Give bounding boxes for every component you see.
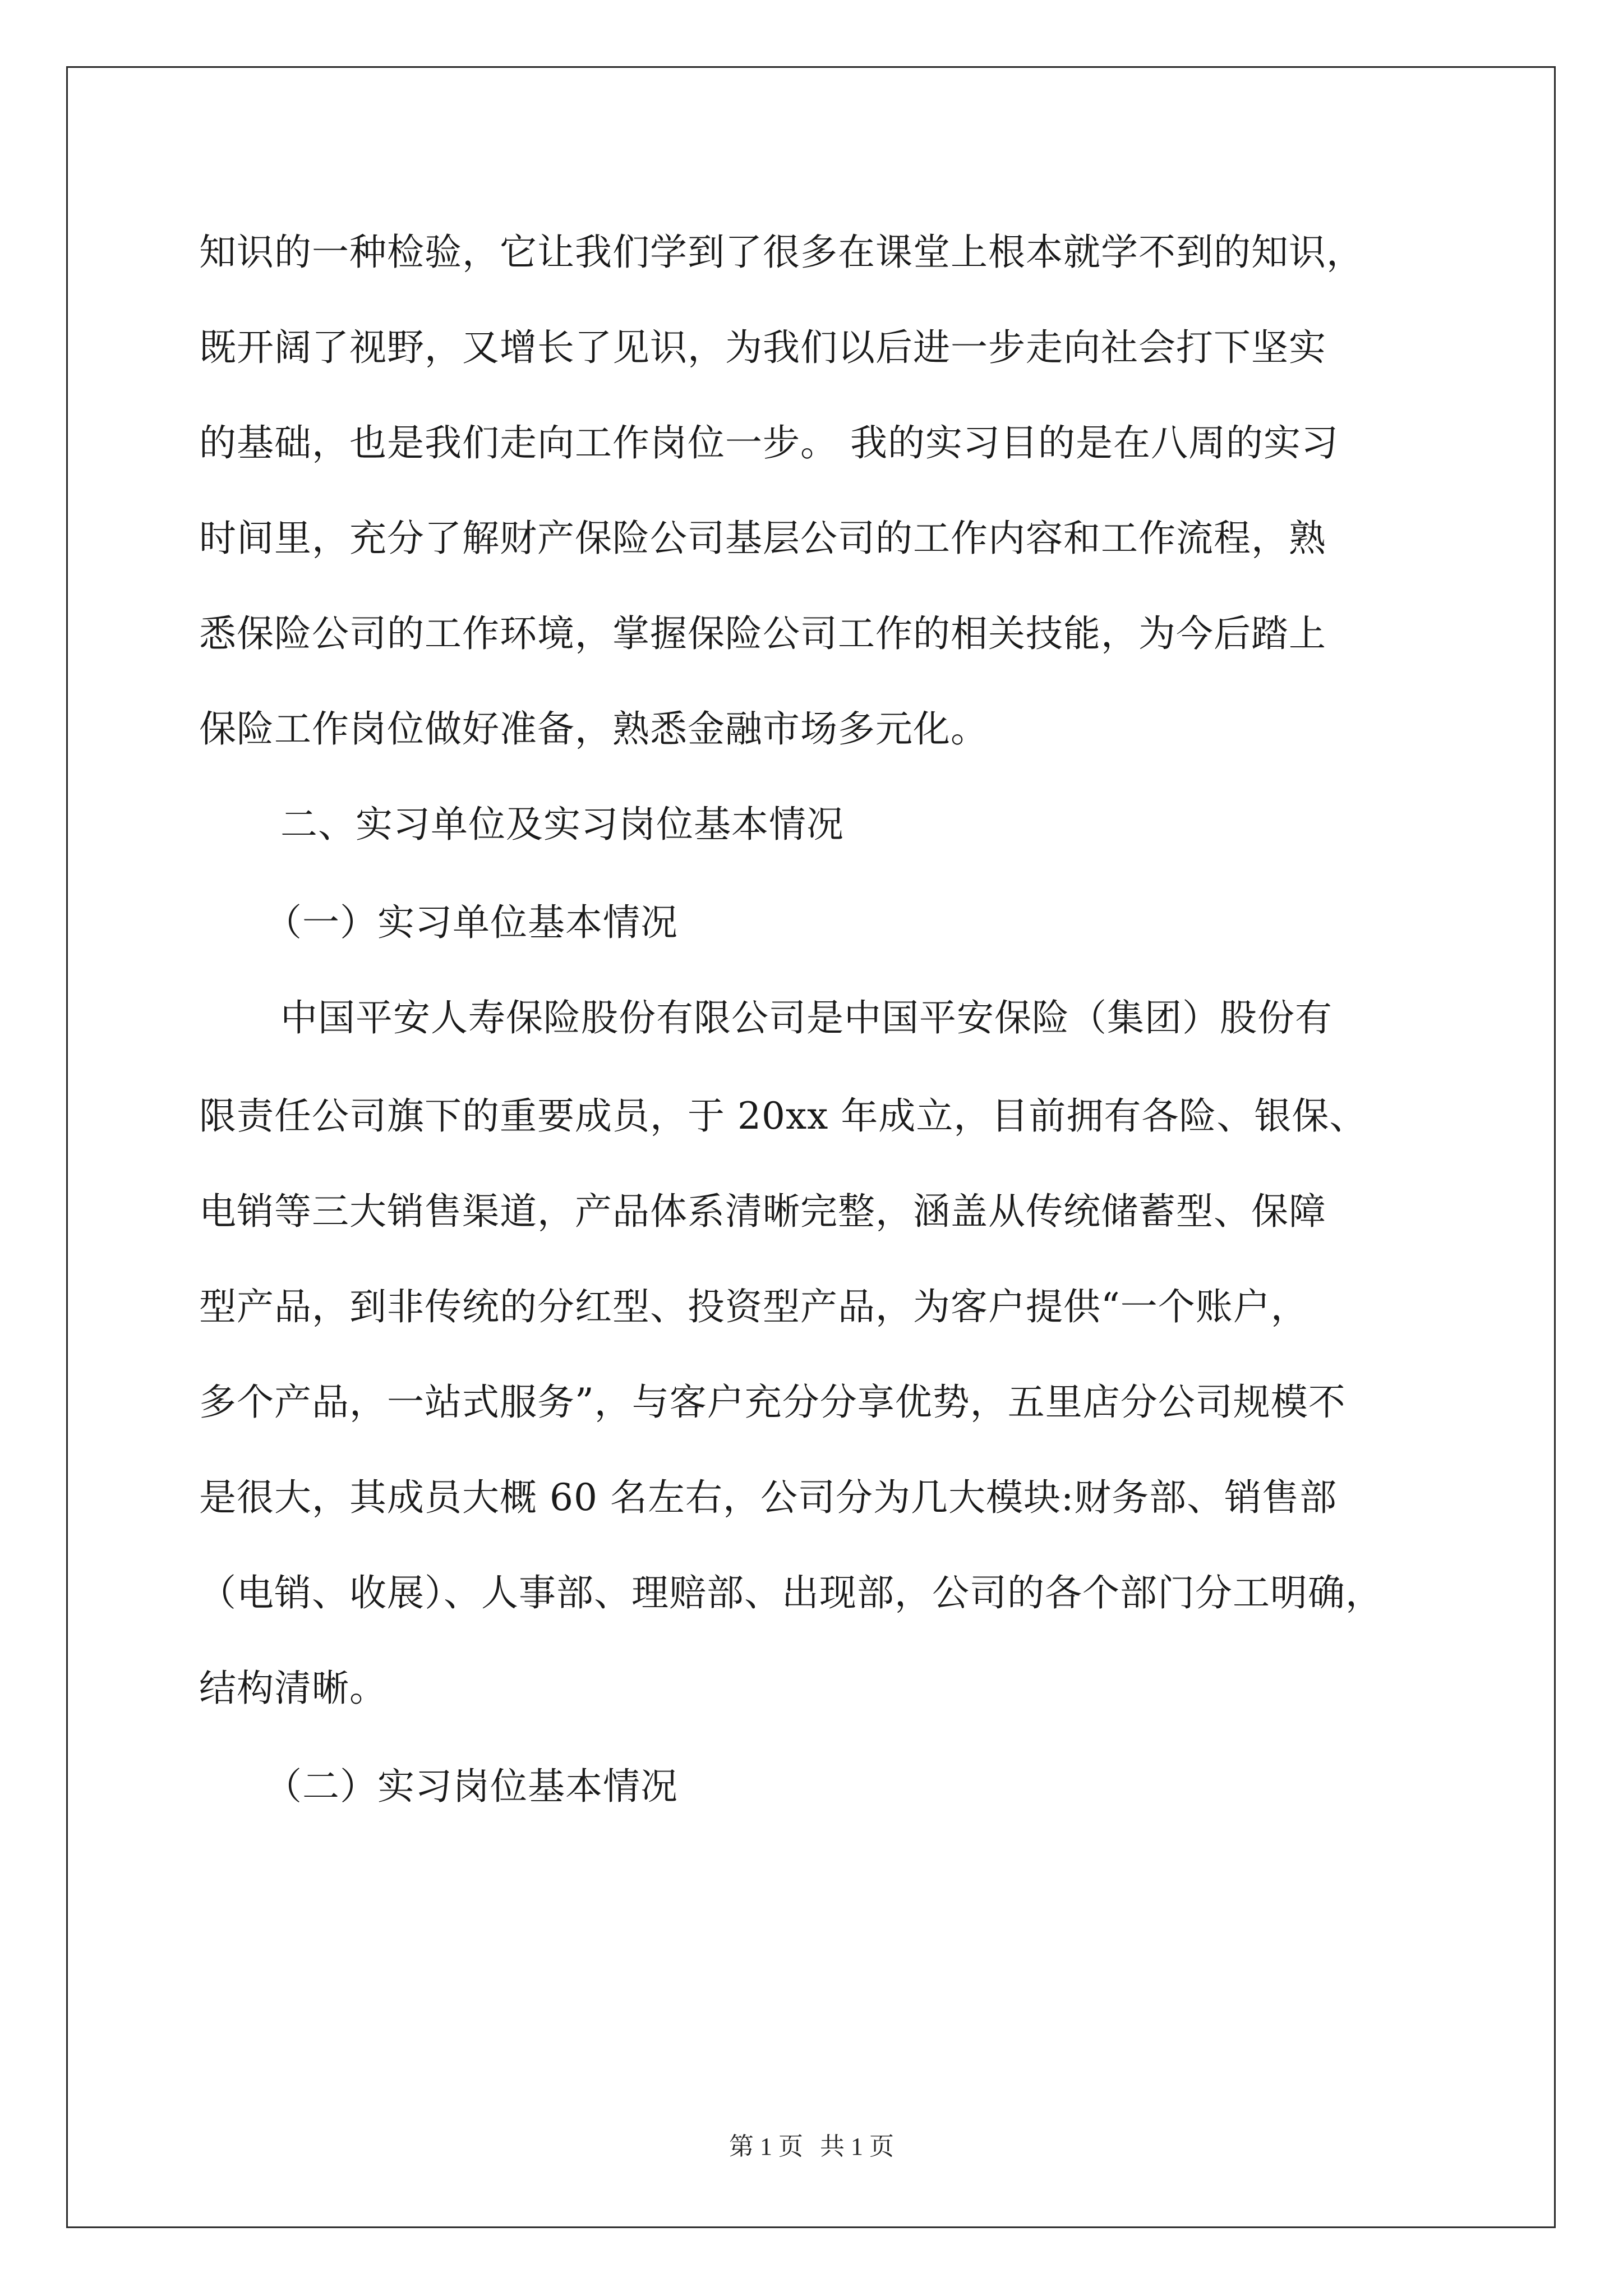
body-text-line: 多个产品，一站式服务”，与客户充分分享优势，五里店分公司规模不 [199,1381,1346,1424]
body-text-line: 结构清晰。 [199,1667,387,1710]
section-heading: 二、实习单位及实习岗位基本情况 [280,803,844,846]
page-total: 共 1 页 [820,2133,894,2160]
page-border [66,66,1556,2228]
body-text-line: 既开阔了视野，又增长了见识，为我们以后进一步走向社会打下坚实 [199,326,1326,369]
body-text-line: 是很大，其成员大概 60 名左右，公司分为几大模块:财务部、销售部 [199,1476,1338,1519]
body-text-line: 时间里，充分了解财产保险公司基层公司的工作内容和工作流程，熟 [199,517,1326,560]
body-text-line: 电销等三大销售渠道，产品体系清晰完整，涵盖从传统储蓄型、保障 [199,1190,1326,1233]
page-footer [0,2126,1623,2162]
body-text-line: （电销、收展）、人事部、理赔部、出现部，公司的各个部门分工明确， [199,1571,1383,1614]
body-text-line: 中国平安人寿保险股份有限公司是中国平安保险（集团）股份有 [280,996,1332,1039]
page-number: 第 1 页 [729,2133,803,2160]
subsection-heading: （一）实习单位基本情况 [265,901,678,944]
body-text-line: 悉保险公司的工作环境，掌握保险公司工作的相关技能，为今后踏上 [199,612,1326,655]
body-text-line: 限责任公司旗下的重要成员，于 20xx 年成立，目前拥有各险、银保、 [199,1094,1367,1138]
subsection-heading: （二）实习岗位基本情况 [265,1765,678,1808]
body-text-line: 的基础，也是我们走向工作岗位一步。 我的实习目的是在八周的实习 [199,421,1339,464]
body-text-line: 保险工作岗位做好准备，熟悉金融市场多元化。 [199,707,988,751]
body-text-line: 型产品，到非传统的分红型、投资型产品，为客户提供“一个账户， [199,1285,1308,1328]
body-text-line: 知识的一种检验，它让我们学到了很多在课堂上根本就学不到的知识， [199,231,1364,274]
